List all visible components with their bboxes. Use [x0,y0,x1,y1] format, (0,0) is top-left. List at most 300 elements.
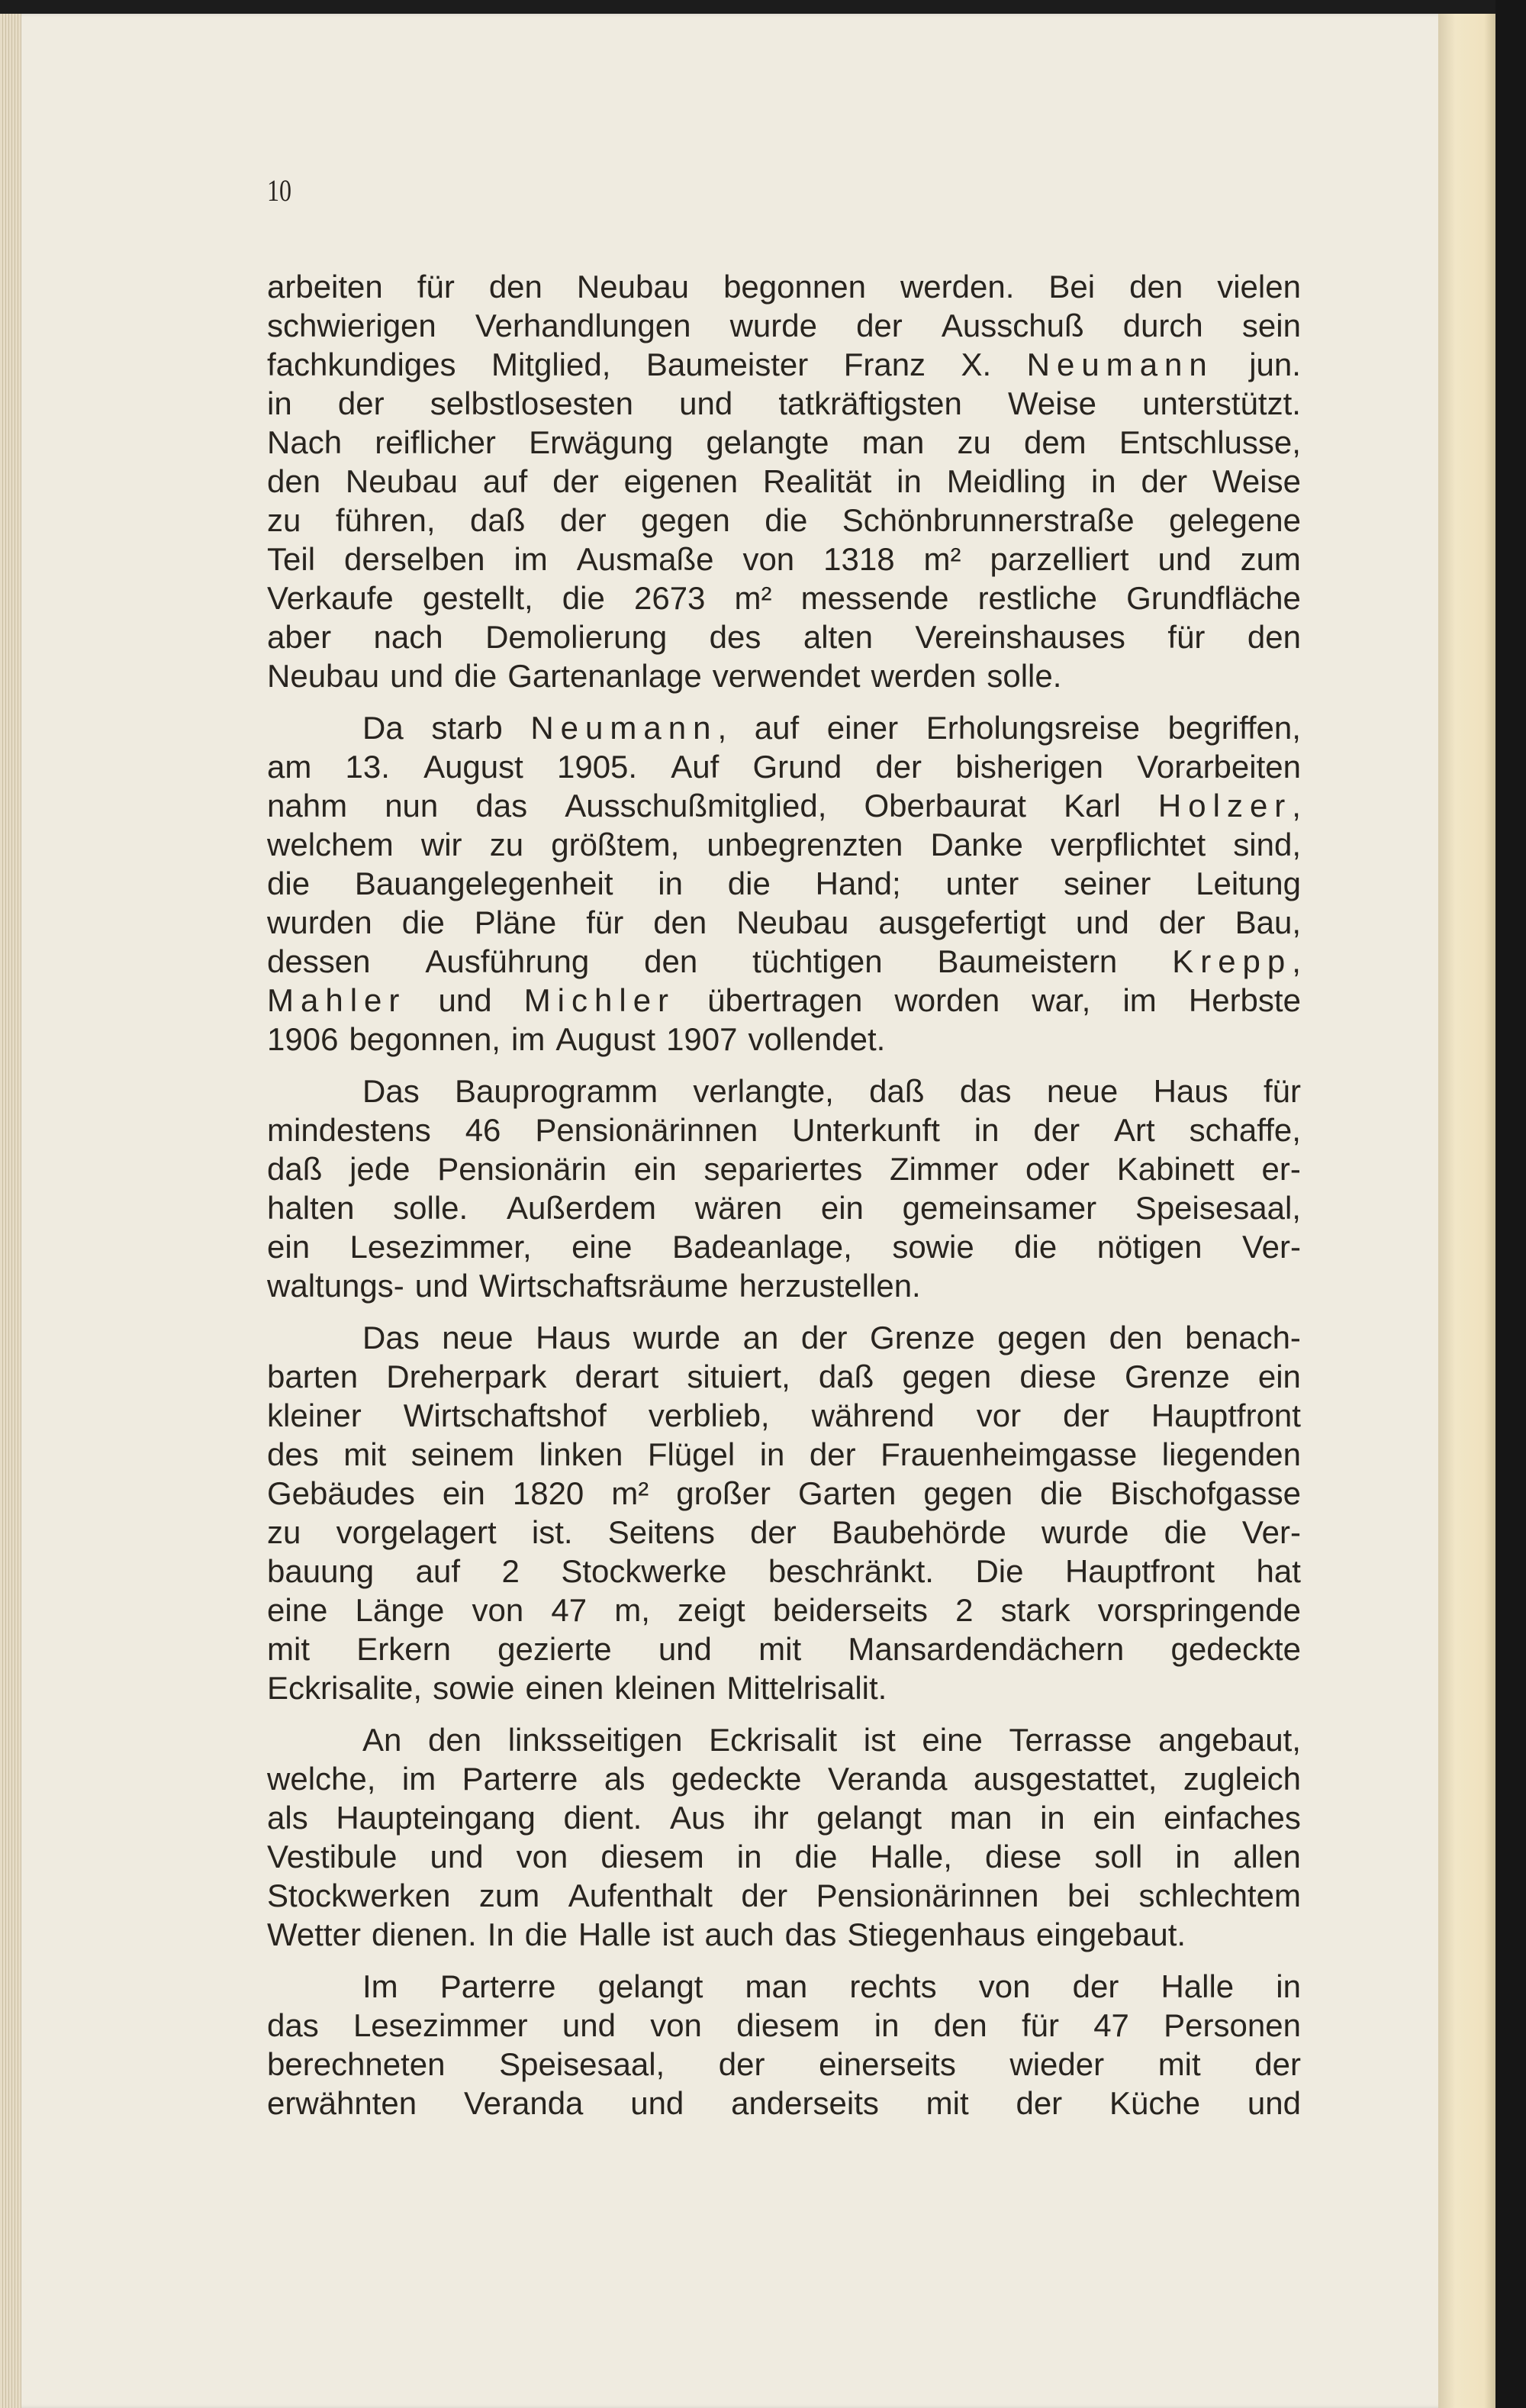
word: Ausführung [425,943,590,979]
word: Im [362,1968,398,2004]
word: Parterre [439,1968,556,2004]
text-line [267,1552,1301,1591]
word: gedeckte [671,1761,802,1797]
facing-page-edge [1438,14,1495,2408]
word: zu [489,827,524,862]
word: er- [1261,1151,1301,1187]
text-line [267,1474,1301,1513]
word: stark [1000,1592,1070,1628]
text-line [267,1072,1301,1111]
word: in [974,1112,1000,1148]
word: Verhandlungen [475,308,691,343]
word: ausgefertigt [878,904,1046,940]
word: den [1109,1320,1163,1356]
word: 1906 [267,1021,339,1057]
word: Pensionärinnen [816,1878,1039,1913]
word: Baumeistern [937,943,1118,979]
word: seiner [1063,866,1151,901]
text-line [267,656,1301,695]
word: erwähnten [267,2085,417,2121]
word: m, [614,1592,650,1628]
word: begonnen, [349,1021,501,1057]
word: benach- [1185,1320,1301,1356]
word: ausgestattet, [973,1761,1157,1797]
word: Franz [843,347,926,382]
word: mindestens [267,1112,431,1148]
word: den [488,269,542,305]
word: auch [704,1916,774,1952]
word: und [1157,541,1212,577]
word: zum [1240,541,1301,577]
text-line [267,708,1301,747]
paragraph [267,267,1301,695]
word: Grenze [1124,1359,1230,1394]
word: ein [820,1190,864,1226]
word: rechts [849,1968,937,2004]
word: gelangt [816,1800,922,1836]
word: messende [800,580,949,616]
word: gegen [997,1320,1087,1356]
word: Leitung [1196,866,1301,901]
word: bei [1067,1878,1111,1913]
word: dienen. [371,1916,477,1952]
word: führen, [335,502,436,538]
word: welchem [267,827,394,862]
word: An [362,1722,402,1758]
word: Ausmaße [576,541,714,577]
word: der [1063,1397,1109,1433]
text-line [267,345,1301,384]
word: vor [976,1397,1022,1433]
word: Hand; [815,866,901,901]
word: den [653,904,707,940]
text-line [267,1227,1301,1266]
word: worden [894,982,1000,1018]
word: m² [611,1475,649,1511]
word: der [1072,1968,1119,2004]
word: von [742,541,795,577]
page-number: 10 [267,173,291,208]
word: Neubau [576,269,690,305]
word: Außerdem [506,1190,657,1226]
word: werden [871,658,977,694]
word: der [337,385,385,421]
word: für [1263,1073,1301,1109]
word: oder [1025,1151,1090,1187]
word: Mitglied, [491,347,611,382]
page-edges [0,14,21,2408]
word: jede [349,1151,410,1187]
word: Bei [1048,269,1096,305]
word: einerseits [819,2046,956,2082]
word: der [750,1514,797,1550]
word: Mansardendächern [848,1631,1125,1667]
word: Erwägung [529,424,674,460]
word: gelangt [597,1968,703,2004]
text-line [267,306,1301,345]
word: Holzer, [1157,788,1301,824]
word: Lesezimmer, [349,1229,532,1265]
word: Unterkunft [792,1112,940,1148]
word: ein [1257,1359,1301,1394]
text-line [267,747,1301,786]
text-line [267,462,1301,501]
word: Halle [578,1916,652,1952]
word: bisherigen [955,749,1104,785]
word: nun [385,788,439,824]
paragraph [267,1967,1301,2123]
word: die [727,866,771,901]
word: großer [676,1475,771,1511]
word: eingebaut. [1035,1916,1186,1952]
word: fachkundiges [267,347,456,382]
word: Eckrisalit [709,1722,838,1758]
text-line [267,2006,1301,2045]
word: kleiner [267,1397,362,1433]
word: und [430,1839,484,1875]
word: restliche [977,580,1097,616]
word: beiderseits [772,1592,928,1628]
word: Halle [1161,1968,1235,2004]
spaced-name: Neumann [530,710,718,746]
word: an [742,1320,779,1356]
word: Speisesaal, [1135,1190,1301,1226]
word: Wirtschaftsräume [478,1268,729,1304]
word: Halle, [870,1839,952,1875]
word: verblieb, [648,1397,770,1433]
word: alten [803,619,873,655]
text-line [267,1630,1301,1668]
word: 13. [345,749,390,785]
word: im [510,1021,546,1057]
word: sowie [433,1670,515,1706]
text-line [267,540,1301,579]
word: dem [1023,424,1087,460]
word: eine [922,1722,983,1758]
word: Terrasse [1009,1722,1132,1758]
word: arbeiten [267,269,383,305]
word: die [454,658,497,694]
word: Erholungsreise [926,710,1140,746]
word: Neubau [267,658,380,694]
word: den [644,943,698,979]
text-line [267,1111,1301,1149]
text-line [267,1876,1301,1915]
word: Mittelrisalit. [726,1670,887,1706]
word: wären [694,1190,783,1226]
word: gelangte [706,424,829,460]
word: gezierte [497,1631,612,1667]
word: während [811,1397,935,1433]
word: der [1158,904,1206,940]
word: zu [957,424,991,460]
word: kleinen [614,1670,716,1706]
word: Bauangelegenheit [354,866,613,901]
text-line [267,617,1301,656]
word: und [1247,2085,1301,2121]
word: in [267,385,292,421]
word: Hauptfront [1064,1553,1215,1589]
word: daß [470,502,526,538]
word: und [438,982,492,1018]
word [267,981,406,1020]
word: für [1167,619,1206,655]
word: eine [267,1592,328,1628]
word: des [267,1436,319,1472]
word: zeigt [678,1592,745,1628]
word: die [401,904,445,940]
word: für [586,904,624,940]
word: Badeanlage, [671,1229,852,1265]
word: Aufenthalt [568,1878,713,1913]
word: in [1276,1968,1301,2004]
word: diese [1019,1359,1096,1394]
word [524,981,675,1020]
word: gestellt, [422,580,533,616]
word: verlangte, [693,1073,834,1109]
word: die [1014,1229,1058,1265]
word: Kabinett [1116,1151,1235,1187]
text-line [267,579,1301,617]
word: Pensionärin [437,1151,607,1187]
word: Flügel [647,1436,736,1472]
word: Entschlusse, [1119,424,1301,460]
word: welche, [267,1761,376,1797]
word: und [414,1268,468,1304]
word: Demolierung [485,619,668,655]
word: Auf [671,749,720,785]
word: vollendet. [748,1021,886,1057]
word: Vorarbeiten [1137,749,1301,785]
word: Ver- [1241,1229,1301,1265]
word: dient. [563,1800,642,1836]
spaced-name: Neumann [1026,347,1214,382]
word: war, [1032,982,1091,1018]
word: Eckrisalite, [267,1670,423,1706]
word: daß [267,1151,323,1187]
word: nahm [267,788,348,824]
word: neue [1046,1073,1119,1109]
word: ein [633,1151,677,1187]
word: in [658,866,683,901]
word: der [552,463,599,499]
word: Ver- [1241,1514,1301,1550]
word: Neubau [736,904,849,940]
word: die [1040,1475,1083,1511]
word: von [516,1839,568,1875]
word: des [709,619,761,655]
text-line [267,423,1301,462]
word: ist [662,1916,694,1952]
word: auf [754,710,800,746]
word: gemeinsamer [902,1190,1097,1226]
word: mit [267,1631,310,1667]
word: übertragen [707,982,863,1018]
word: soll [1094,1839,1143,1875]
word: Garten [797,1475,897,1511]
word: Realität [762,463,872,499]
word: der [741,1878,788,1913]
word: Weise [1212,463,1301,499]
word: die [1164,1514,1207,1550]
word: jun. [1249,347,1301,382]
word: Stiegenhaus [847,1916,1025,1952]
word: beschränkt. [768,1553,934,1589]
word: allen [1233,1839,1301,1875]
word: selbstlosesten [430,385,633,421]
word: Veranda [463,2085,584,2121]
word: Bau, [1235,904,1301,940]
word: zugleich [1183,1761,1301,1797]
word: nach [373,619,443,655]
word: die [765,502,808,538]
word: von [978,1968,1031,2004]
word: Die [975,1553,1024,1589]
word: bauung [267,1553,375,1589]
word: das [475,788,528,824]
word: unbegrenzten [707,827,903,862]
paragraph [267,1720,1301,1954]
word: Wirtschaftshof [403,1397,607,1433]
word: Personen [1164,2007,1301,2043]
word: Stockwerke [561,1553,727,1589]
word: die [267,866,311,901]
word: starb [431,710,503,746]
word: im [513,541,548,577]
word: der [559,502,607,538]
word: Haupteingang [336,1800,536,1836]
word: eigenen [623,463,739,499]
word: in [874,2007,900,2043]
word: parzelliert [990,541,1129,577]
word: Ausschuß [941,308,1084,343]
word: 47 [1093,2007,1129,2043]
text-line [267,1188,1301,1227]
word: reiflicher [375,424,496,460]
word: mit [1157,2046,1201,2082]
word: Stockwerken [267,1878,451,1913]
word: hat [1256,1553,1301,1589]
word: Speisesaal, [499,2046,665,2082]
word: Schönbrunnerstraße [842,502,1135,538]
text-line [267,1513,1301,1552]
word: man [745,1968,808,2004]
word: der [875,749,922,785]
word: daß [818,1359,874,1394]
word: in [736,1839,762,1875]
word: in [1090,463,1116,499]
word: wurde [729,308,817,343]
word: als [267,1800,308,1836]
word: schwierigen [267,308,436,343]
word: aber [267,619,332,655]
word: Wetter [267,1916,361,1952]
word: Bauprogramm [455,1073,658,1109]
word: und [658,1631,712,1667]
text-line [267,1435,1301,1474]
word: Herbste [1188,982,1301,1018]
word: liegenden [1161,1436,1301,1472]
word: Grund [752,749,842,785]
word: die [794,1839,838,1875]
word: vorspringende [1097,1592,1301,1628]
word: den [933,2007,987,2043]
word: begonnen [723,269,866,305]
word: Neubau [345,463,459,499]
word: Weise [1008,385,1096,421]
word: einen [525,1670,604,1706]
word: berechneten [267,2046,446,2082]
spaced-name: Holzer [1157,788,1293,824]
word: zu [267,1514,301,1550]
word: Neumann, [530,710,727,746]
word: mit [926,2085,969,2121]
word: Pensionärinnen [535,1112,758,1148]
word: ihr [752,1800,789,1836]
word: Ausschußmitglied, [565,788,827,824]
word: wir [420,827,462,862]
word: durch [1122,308,1203,343]
text-line [267,384,1301,423]
word: gegen [923,1475,1013,1511]
word: eine [571,1229,633,1265]
word: Bischofgasse [1110,1475,1301,1511]
text-line [267,1915,1301,1954]
text-line [267,903,1301,942]
text-line [267,1149,1301,1188]
word: Das [362,1073,420,1109]
word: für [417,269,455,305]
text-line [267,1020,1301,1059]
paragraph [267,1318,1301,1707]
word: einfaches [1164,1800,1301,1836]
word: der [1141,463,1188,499]
word: vielen [1217,269,1301,305]
text-line [267,1396,1301,1435]
word: waltungs- [267,1268,404,1304]
word: situiert, [687,1359,790,1394]
word: der [1016,2085,1063,2121]
word: unterstützt. [1142,385,1301,421]
word: in [897,463,922,499]
word: den [428,1722,482,1758]
word: gelegene [1169,502,1301,538]
text-line [267,1759,1301,1798]
word: werden. [900,269,1015,305]
spaced-name: Mahler [267,982,407,1018]
text-line [267,267,1301,306]
word: Haus [536,1320,611,1356]
word: neue [442,1320,513,1356]
word: Nach [267,424,343,460]
text-line [267,1668,1301,1707]
word: der [800,1320,848,1356]
word: 46 [465,1112,501,1148]
word: und [390,658,444,694]
text-line [267,1720,1301,1759]
word: gegen [641,502,730,538]
word: barten [267,1359,359,1394]
text-line [267,501,1301,540]
word: wurde [633,1320,721,1356]
paragraph [267,708,1301,1059]
word: Länge [355,1592,445,1628]
word: August [423,749,523,785]
word: den [267,463,321,499]
word: Vereinshauses [915,619,1125,655]
text-line [267,1837,1301,1876]
word: sein [1241,308,1301,343]
